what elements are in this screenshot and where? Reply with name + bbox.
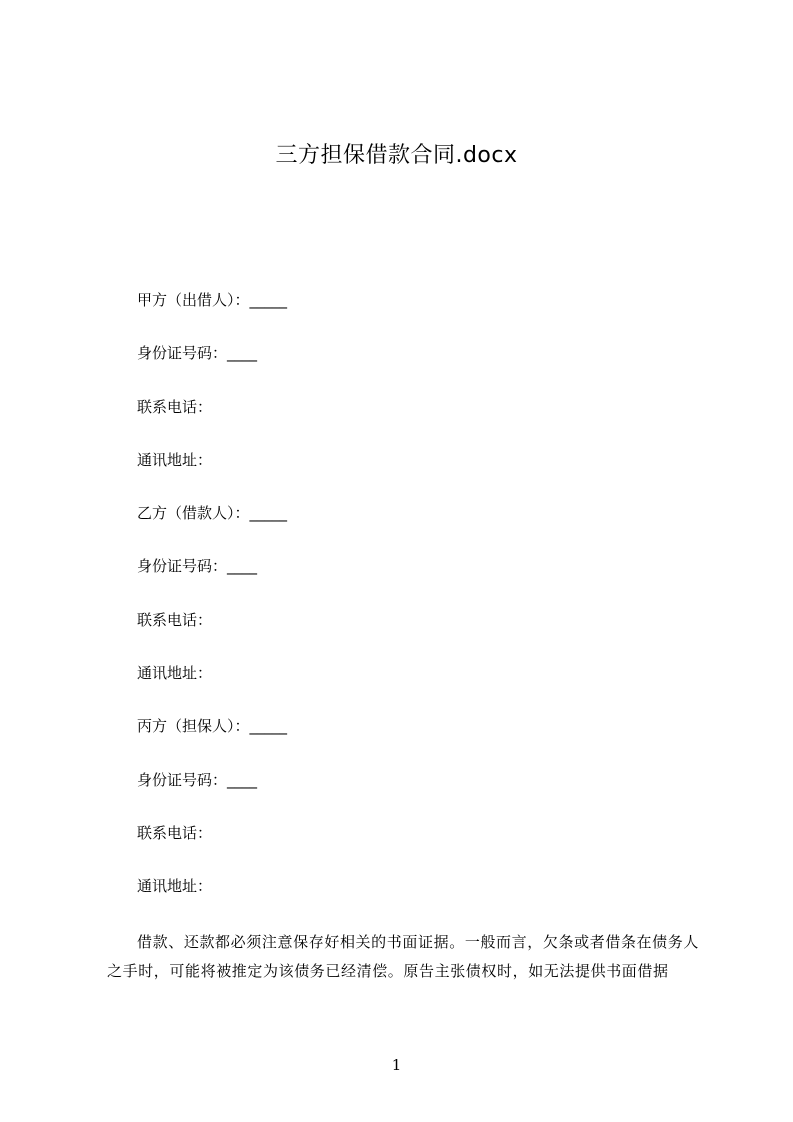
page-number: 1 [391,1056,402,1074]
party-c-address-line: 通讯地址： [137,877,213,896]
party-a-address-line: 通讯地址： [137,450,213,469]
party-b-phone-line: 联系电话： [137,610,213,629]
party-info-list [137,288,697,928]
party-a-lender-line: 甲方（出借人）：_____ [137,291,288,309]
party-b-id-number-line: 身份证号码：____ [137,557,258,576]
party-a-phone-line: 联系电话： [137,397,213,416]
party-a-id-number-line: 身份证号码：____ [137,344,258,363]
body-paragraph: 借款、还款都必须注意保存好相关的书面证据。一般而言，欠条或者借条在债务人之手时，可能将被推定为该债务已经清偿。原告主张债权时，如无法提供书面借据 [107,933,699,980]
party-c-guarantor-line: 丙方（担保人）：_____ [137,717,288,736]
party-b-borrower-line: 乙方（借款人）：_____ [137,504,288,523]
document-title: 三方担保借款合同.docx [275,143,518,168]
party-c-id-number-line: 身份证号码：____ [137,770,258,789]
party-c-phone-line: 联系电话： [137,823,213,842]
party-b-address-line: 通讯地址： [137,664,213,683]
